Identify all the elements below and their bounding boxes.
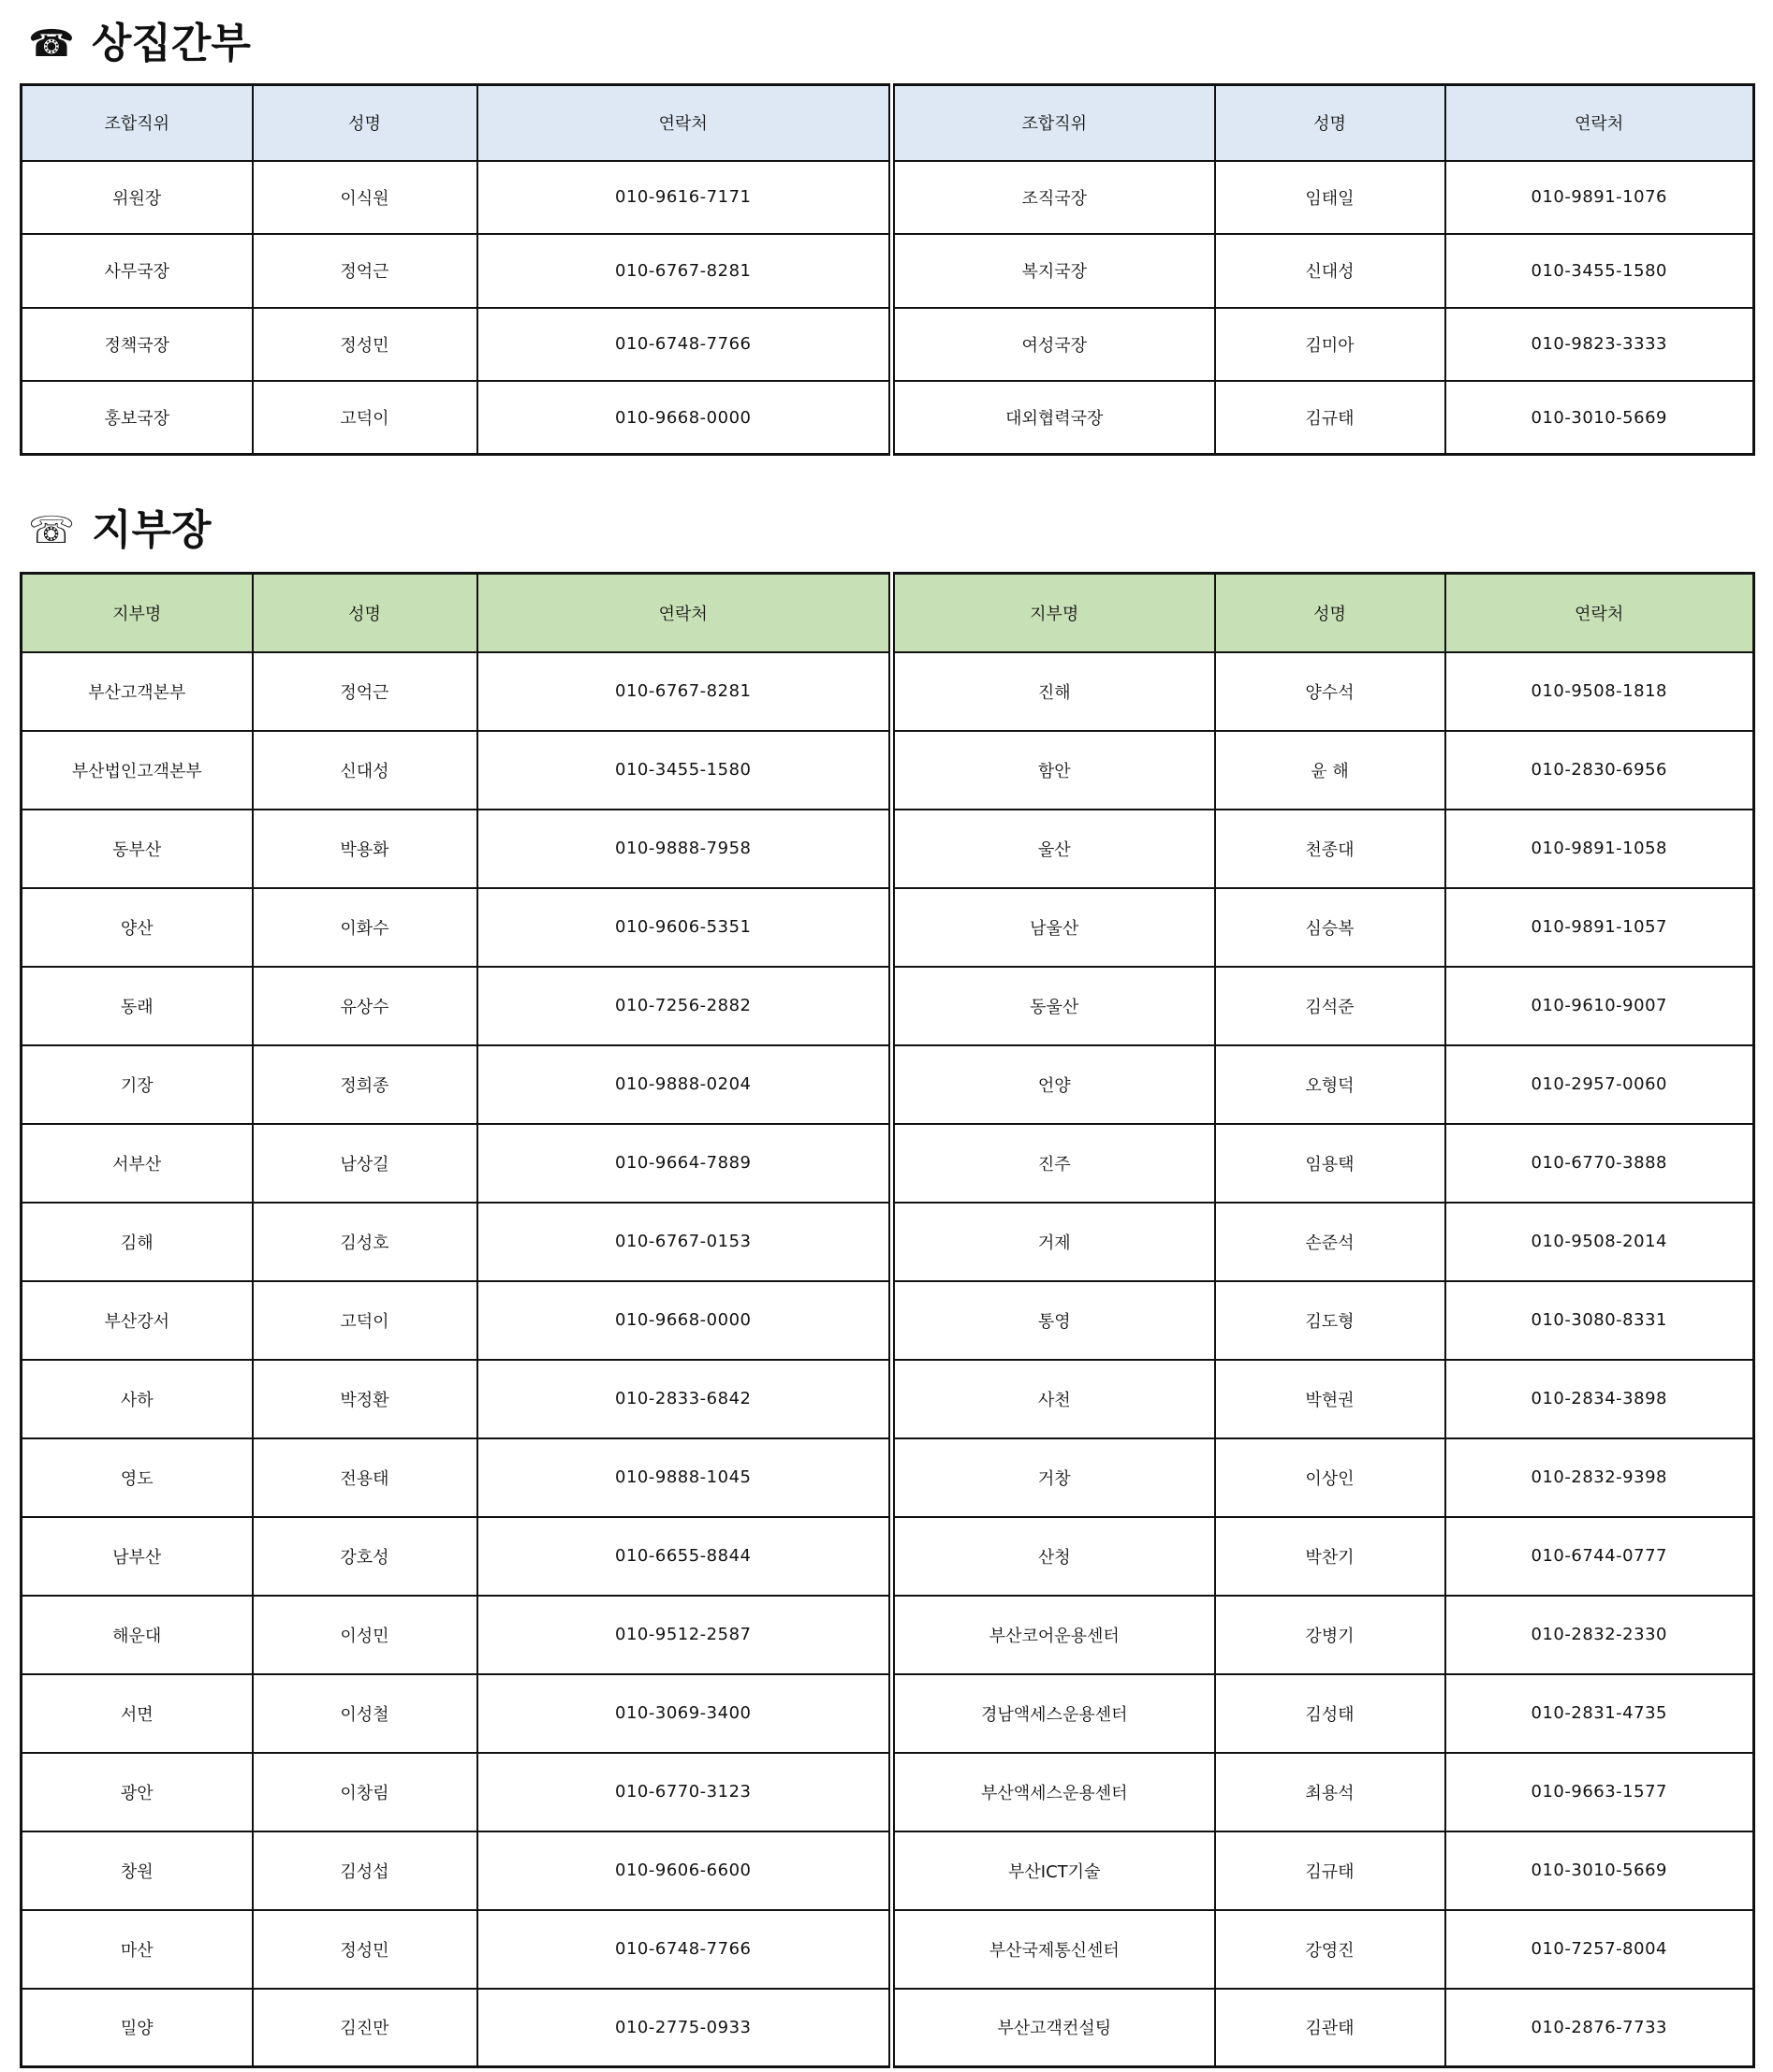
- phone-cell: 010-3010-5669: [1445, 381, 1754, 455]
- column-header: 지부명: [892, 574, 1215, 652]
- position-cell: 언양: [892, 1045, 1215, 1124]
- phone-cell: 010-9888-0204: [477, 1045, 892, 1124]
- position-cell: 정책국장: [22, 308, 253, 382]
- name-cell: 윤 해: [1215, 731, 1445, 810]
- position-cell: 서면: [22, 1674, 253, 1753]
- name-cell: 양수석: [1215, 652, 1445, 731]
- section-title-branch-heads: [28, 506, 212, 554]
- name-cell: 신대성: [1215, 234, 1445, 308]
- phone-cell: 010-2833-6842: [477, 1360, 892, 1438]
- table-row: [22, 888, 1754, 967]
- phone-cell: 010-9606-5351: [477, 888, 892, 967]
- position-cell: 동래: [22, 967, 253, 1045]
- name-cell: 정성민: [253, 308, 477, 382]
- phone-cell: 010-6767-0153: [477, 1203, 892, 1281]
- position-cell: 부산코어운용센터: [892, 1596, 1215, 1674]
- phone-cell: 010-9891-1057: [1445, 888, 1754, 967]
- name-cell: 고덕이: [253, 381, 477, 455]
- position-cell: 진해: [892, 652, 1215, 731]
- column-header: 연락처: [477, 574, 892, 652]
- phone-cell: 010-3080-8331: [1445, 1281, 1754, 1360]
- position-cell: 부산법인고객본부: [22, 731, 253, 810]
- name-cell: 손준석: [1215, 1203, 1445, 1281]
- table-header-row: [22, 85, 1754, 161]
- phone-cell: 010-9616-7171: [477, 161, 892, 235]
- position-cell: 부산강서: [22, 1281, 253, 1360]
- name-cell: 박정환: [253, 1360, 477, 1438]
- name-cell: 김석준: [1215, 967, 1445, 1045]
- name-cell: 김규태: [1215, 1831, 1445, 1910]
- table-row: [22, 731, 1754, 810]
- name-cell: 이화수: [253, 888, 477, 967]
- table-row: [22, 1281, 1754, 1360]
- name-cell: 최용석: [1215, 1753, 1445, 1831]
- section-title-text: 상집간부: [91, 20, 251, 67]
- name-cell: 이성철: [253, 1674, 477, 1753]
- name-cell: 이식원: [253, 161, 477, 235]
- phone-cell: 010-9891-1076: [1445, 161, 1754, 235]
- table-row: [22, 1124, 1754, 1203]
- name-cell: 강병기: [1215, 1596, 1445, 1674]
- table-row: [22, 1438, 1754, 1517]
- table-row: [22, 381, 1754, 455]
- name-cell: 천종대: [1215, 810, 1445, 888]
- position-cell: 여성국장: [892, 308, 1215, 382]
- name-cell: 박현권: [1215, 1360, 1445, 1438]
- phone-cell: 010-9663-1577: [1445, 1753, 1754, 1831]
- name-cell: 정억근: [253, 234, 477, 308]
- column-header: 성명: [1215, 85, 1445, 161]
- phone-cell: 010-9610-9007: [1445, 967, 1754, 1045]
- phone-cell: 010-3010-5669: [1445, 1831, 1754, 1910]
- section-title-text: 지부장: [92, 506, 212, 554]
- phone-cell: 010-7256-2882: [477, 967, 892, 1045]
- name-cell: 김성섭: [253, 1831, 477, 1910]
- position-cell: 사무국장: [22, 234, 253, 308]
- position-cell: 울산: [892, 810, 1215, 888]
- section-title-executives: [28, 20, 251, 67]
- phone-cell: 010-2775-0933: [477, 1989, 892, 2067]
- name-cell: 임용택: [1215, 1124, 1445, 1203]
- telephone-outline-icon: ☏: [28, 509, 76, 552]
- phone-cell: 010-9891-1058: [1445, 810, 1754, 888]
- phone-cell: 010-3455-1580: [477, 731, 892, 810]
- column-header: 지부명: [22, 574, 253, 652]
- table-row: [22, 967, 1754, 1045]
- telephone-icon: ☎: [28, 22, 75, 66]
- table-row: [22, 1517, 1754, 1596]
- position-cell: 사천: [892, 1360, 1215, 1438]
- phone-cell: 010-9668-0000: [477, 1281, 892, 1360]
- table-row: [22, 1674, 1754, 1753]
- phone-cell: 010-3455-1580: [1445, 234, 1754, 308]
- position-cell: 함안: [892, 731, 1215, 810]
- position-cell: 부산국제통신센터: [892, 1910, 1215, 1989]
- phone-cell: 010-2876-7733: [1445, 1989, 1754, 2067]
- table-row: [22, 810, 1754, 888]
- phone-cell: 010-2834-3898: [1445, 1360, 1754, 1438]
- position-cell: 마산: [22, 1910, 253, 1989]
- phone-cell: 010-6770-3123: [477, 1753, 892, 1831]
- position-cell: 김해: [22, 1203, 253, 1281]
- position-cell: 해운대: [22, 1596, 253, 1674]
- column-header: 성명: [1215, 574, 1445, 652]
- phone-cell: 010-2957-0060: [1445, 1045, 1754, 1124]
- name-cell: 임태일: [1215, 161, 1445, 235]
- position-cell: 서부산: [22, 1124, 253, 1203]
- phone-cell: 010-6748-7766: [477, 308, 892, 382]
- position-cell: 남울산: [892, 888, 1215, 967]
- position-cell: 부산고객컨설팅: [892, 1989, 1215, 2067]
- phone-cell: 010-9508-2014: [1445, 1203, 1754, 1281]
- phone-cell: 010-6770-3888: [1445, 1124, 1754, 1203]
- name-cell: 김미아: [1215, 308, 1445, 382]
- table-row: [22, 1989, 1754, 2067]
- position-cell: 광안: [22, 1753, 253, 1831]
- phone-cell: 010-2832-9398: [1445, 1438, 1754, 1517]
- name-cell: 김규태: [1215, 381, 1445, 455]
- name-cell: 심승복: [1215, 888, 1445, 967]
- column-header: 조합직위: [22, 85, 253, 161]
- name-cell: 전용태: [253, 1438, 477, 1517]
- phone-cell: 010-7257-8004: [1445, 1910, 1754, 1989]
- position-cell: 대외협력국장: [892, 381, 1215, 455]
- name-cell: 김성호: [253, 1203, 477, 1281]
- name-cell: 김진만: [253, 1989, 477, 2067]
- table-row: [22, 1831, 1754, 1910]
- phone-cell: 010-9888-7958: [477, 810, 892, 888]
- phone-cell: 010-6655-8844: [477, 1517, 892, 1596]
- position-cell: 부산액세스운용센터: [892, 1753, 1215, 1831]
- phone-cell: 010-9823-3333: [1445, 308, 1754, 382]
- position-cell: 홍보국장: [22, 381, 253, 455]
- position-cell: 부산고객본부: [22, 652, 253, 731]
- table-row: [22, 1203, 1754, 1281]
- name-cell: 김도형: [1215, 1281, 1445, 1360]
- phone-cell: 010-9512-2587: [477, 1596, 892, 1674]
- position-cell: 사하: [22, 1360, 253, 1438]
- name-cell: 유상수: [253, 967, 477, 1045]
- name-cell: 남상길: [253, 1124, 477, 1203]
- position-cell: 복지국장: [892, 234, 1215, 308]
- name-cell: 정희종: [253, 1045, 477, 1124]
- table-row: [22, 308, 1754, 382]
- position-cell: 기장: [22, 1045, 253, 1124]
- position-cell: 경남액세스운용센터: [892, 1674, 1215, 1753]
- phone-cell: 010-2831-4735: [1445, 1674, 1754, 1753]
- table-row: [22, 234, 1754, 308]
- name-cell: 김성태: [1215, 1674, 1445, 1753]
- column-header: 연락처: [1445, 85, 1754, 161]
- branch-heads-table: [20, 572, 1755, 2068]
- name-cell: 고덕이: [253, 1281, 477, 1360]
- column-header: 성명: [253, 85, 477, 161]
- position-cell: 부산ICT기술: [892, 1831, 1215, 1910]
- phone-cell: 010-9888-1045: [477, 1438, 892, 1517]
- column-header: 조합직위: [892, 85, 1215, 161]
- name-cell: 이상인: [1215, 1438, 1445, 1517]
- position-cell: 영도: [22, 1438, 253, 1517]
- position-cell: 양산: [22, 888, 253, 967]
- name-cell: 오형덕: [1215, 1045, 1445, 1124]
- position-cell: 거창: [892, 1438, 1215, 1517]
- name-cell: 정성민: [253, 1910, 477, 1989]
- name-cell: 강호성: [253, 1517, 477, 1596]
- phone-cell: 010-3069-3400: [477, 1674, 892, 1753]
- table-row: [22, 1753, 1754, 1831]
- phone-cell: 010-6767-8281: [477, 234, 892, 308]
- column-header: 연락처: [477, 85, 892, 161]
- position-cell: 동부산: [22, 810, 253, 888]
- table-row: [22, 1910, 1754, 1989]
- name-cell: 정억근: [253, 652, 477, 731]
- position-cell: 조직국장: [892, 161, 1215, 235]
- name-cell: 김관태: [1215, 1989, 1445, 2067]
- table-row: [22, 1045, 1754, 1124]
- position-cell: 창원: [22, 1831, 253, 1910]
- column-header: 연락처: [1445, 574, 1754, 652]
- phone-cell: 010-2832-2330: [1445, 1596, 1754, 1674]
- table-header-row: [22, 574, 1754, 652]
- table-row: [22, 1360, 1754, 1438]
- table-row: [22, 1596, 1754, 1674]
- phone-cell: 010-6744-0777: [1445, 1517, 1754, 1596]
- phone-cell: 010-9606-6600: [477, 1831, 892, 1910]
- position-cell: 남부산: [22, 1517, 253, 1596]
- name-cell: 강영진: [1215, 1910, 1445, 1989]
- phone-cell: 010-2830-6956: [1445, 731, 1754, 810]
- table-row: [22, 652, 1754, 731]
- position-cell: 동울산: [892, 967, 1215, 1045]
- phone-cell: 010-6767-8281: [477, 652, 892, 731]
- table-row: [22, 161, 1754, 235]
- position-cell: 산청: [892, 1517, 1215, 1596]
- position-cell: 진주: [892, 1124, 1215, 1203]
- phone-cell: 010-9668-0000: [477, 381, 892, 455]
- position-cell: 위원장: [22, 161, 253, 235]
- position-cell: 통영: [892, 1281, 1215, 1360]
- name-cell: 이성민: [253, 1596, 477, 1674]
- position-cell: 거제: [892, 1203, 1215, 1281]
- position-cell: 밀양: [22, 1989, 253, 2067]
- phone-cell: 010-9664-7889: [477, 1124, 892, 1203]
- name-cell: 이창림: [253, 1753, 477, 1831]
- column-header: 성명: [253, 574, 477, 652]
- name-cell: 박찬기: [1215, 1517, 1445, 1596]
- phone-cell: 010-9508-1818: [1445, 652, 1754, 731]
- name-cell: 신대성: [253, 731, 477, 810]
- phone-cell: 010-6748-7766: [477, 1910, 892, 1989]
- executives-table: [20, 83, 1755, 456]
- name-cell: 박용화: [253, 810, 477, 888]
